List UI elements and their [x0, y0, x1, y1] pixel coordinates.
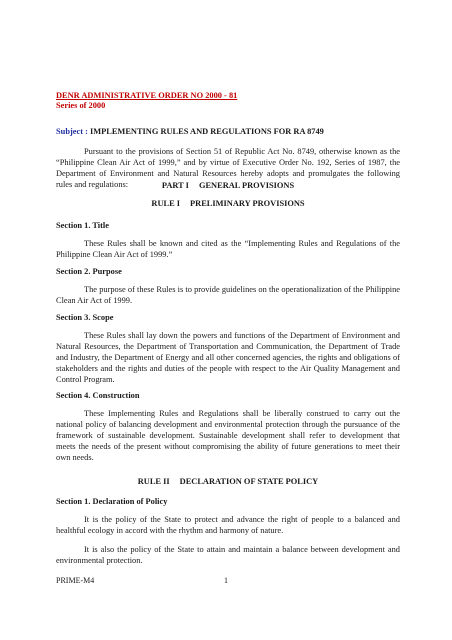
section-heading: Section 1. Declaration of Policy	[56, 497, 168, 506]
section-heading: Section 3. Scope	[56, 313, 114, 322]
section-heading: Section 4. Construction	[56, 391, 140, 400]
section-heading: Section 1. Title	[56, 221, 109, 230]
order-title: DENR ADMINISTRATIVE ORDER NO 2000 - 81	[56, 91, 238, 100]
rule-title: PRELIMINARY PROVISIONS	[190, 199, 305, 208]
page-number: 1	[224, 576, 228, 585]
section-text: It is the policy of the State to protect and advance the right of people to a balanced and healthful ecology in accord with the rhythm and harmony of nature.	[56, 515, 400, 535]
section-text: It is also the policy of the State to attain and maintain a balance between development and environmental protection.	[56, 545, 400, 565]
section-heading: Section 2. Purpose	[56, 267, 122, 276]
rule-number: RULE II	[137, 477, 170, 486]
rule-title: DECLARATION OF STATE POLICY	[179, 477, 319, 486]
rule-heading-2	[56, 476, 400, 487]
part-number: PART I	[161, 181, 189, 190]
part-heading	[56, 180, 400, 191]
part-title: GENERAL PROVISIONS	[198, 181, 295, 190]
order-series: Series of 2000	[56, 101, 106, 110]
section-text: These Rules shall lay down the powers and functions of the Department of Environment and Natural Resources, the Department of Transportation and Communication, the Department of Trade and Industry, the Department of Energy and all other concerned agencies, the rights and obligations of stakeholders and the rights and duties of the people with respect to the Air Quality Management and Control Program.	[56, 331, 400, 384]
subject-line	[56, 126, 324, 137]
subject-text: IMPLEMENTING RULES AND REGULATIONS FOR RA 8749	[89, 127, 324, 136]
rule-heading-1	[56, 198, 400, 209]
rule-number: RULE I	[151, 199, 181, 208]
intro-paragraph: Pursuant to the provisions of Section 51 of Republic Act No. 8749, otherwise known as the “Philippine Clean Air Act of 1999,” and by virtue of Executive Order No. 192, Series of 1987, the Department of Environment and Natural Resources hereby adopts and promulgates the following rules and regulations:	[56, 147, 400, 189]
section-text: These Implementing Rules and Regulations shall be liberally construed to carry out the national policy of balancing development and environmental protection through the pursuance of the framework of sustainable development. Sustainable development shall refer to development that meets the needs of the present without compromising the ability of future generations to meet their own needs.	[56, 409, 400, 462]
section-text: These Rules shall be known and cited as the “Implementing Rules and Regulations of the Philippine Clean Air Act of 1999.”	[56, 239, 400, 259]
subject-label: Subject :	[56, 127, 88, 136]
footer-doc-code: PRIME-M4	[56, 576, 95, 585]
section-text: The purpose of these Rules is to provide guidelines on the operationalization of the Philippine Clean Air Act of 1999.	[56, 285, 400, 305]
